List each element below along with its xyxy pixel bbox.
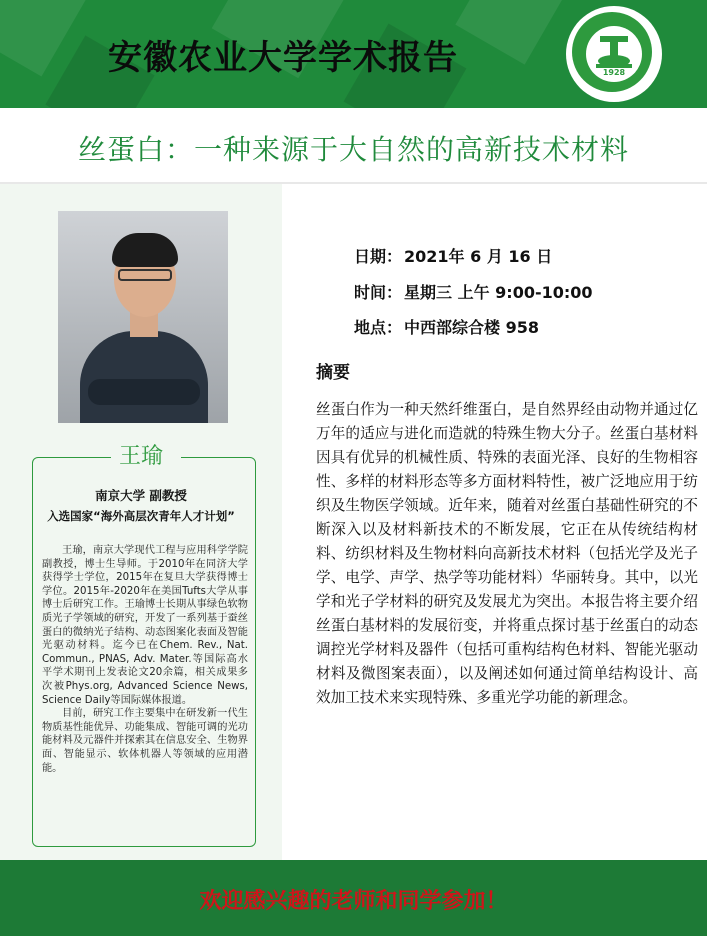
- logo-emblem-icon: [566, 6, 662, 102]
- date-line: [354, 244, 552, 267]
- place-label: 地点：: [354, 318, 403, 337]
- speaker-honor: 入选国家“海外高层次青年人才计划”: [47, 509, 235, 523]
- bio-paragraph: 王瑜，南京大学现代工程与应用科学学院副教授，博士生导师。于2010年在同济大学获得学士学位，2015年在复旦大学获得博士学位。2015年-2020年在美国Tufts大学从事博士后研究工作。王瑜博士长期从事绿色软物质光子学领域的研究，开发了一系列基于蚕丝蛋白的微纳光子结构、动态图案化表面及智能光驱动材料。迄今已在Chem. Rev., Nat. Commun., PNAS, Adv. Mater.等国际高水平学术期刊上发表论文20余篇，相关成果多次被Phys.org, Advanced Science News, Science Daily等国际媒体报道。: [42, 545, 248, 706]
- bio-paragraph: 目前，研究工作主要集中在研发新一代生物质基性能优异、功能集成、智能可调的光功能材料及元器件并探索其在信息安全、生物界面、智能显示、软体机器人等领域的应用潜能。: [42, 708, 248, 774]
- details-panel: [282, 184, 707, 860]
- title-bar: [0, 108, 707, 185]
- speaker-name: 王瑜: [118, 444, 163, 469]
- university-title: 安徽农业大学学术报告: [108, 38, 458, 78]
- abstract-heading: 摘要: [316, 363, 350, 383]
- decor-hexagon: [455, 0, 564, 65]
- university-logo: [566, 6, 662, 102]
- speaker-affiliation: 南京大学 副教授: [95, 488, 187, 503]
- header-banner: [0, 0, 707, 108]
- footer-banner: [0, 860, 707, 936]
- speaker-panel: [0, 184, 282, 860]
- speaker-bio: [42, 544, 248, 775]
- logo-year: 1928: [602, 68, 626, 77]
- talk-title: 丝蛋白：一种来源于大自然的高新技术材料: [77, 133, 629, 166]
- date-value: 2021年 6 月 16 日: [404, 247, 553, 266]
- time-value: 星期三 上午 9:00-10:00: [404, 283, 593, 302]
- speaker-photo: [58, 211, 228, 423]
- place-value: 中西部综合楼 958: [404, 318, 539, 337]
- time-line: [354, 280, 593, 303]
- invitation-text: 欢迎感兴趣的老师和同学参加！: [199, 889, 508, 914]
- time-label: 时间：: [354, 283, 403, 302]
- place-line: [354, 315, 539, 338]
- date-label: 日期：: [354, 247, 403, 266]
- abstract-text: 丝蛋白作为一种天然纤维蛋白，是自然界经由动物并通过亿万年的适应与进化而造就的特殊生物大分子。丝蛋白基材料因具有优异的机械性质、特殊的表面光泽、良好的生物相容性、多样的材料形态等多方面材料特性，被广泛地应用于纺织及生物医学领域。近年来，随着对丝蛋白基础性研究的不断深入以及材料新技术的不断发展，它正在从传统结构材料、纺织材料及生物材料向高新技术材料（包括光学及光子学、电学、声学、热学等功能材料）华丽转身。其中，以光学和光子学材料的研究及发展尤为突出。本报告将主要介绍丝蛋白基材料的发展衍变，并将重点探讨基于丝蛋白的动态调控光学材料及器件（包括可重构结构色材料、智能光驱动材料及微图案表面），以及阐述如何通过简单结构设计、高效加工技术来实现特殊、多重光学功能的新理念。: [316, 401, 698, 706]
